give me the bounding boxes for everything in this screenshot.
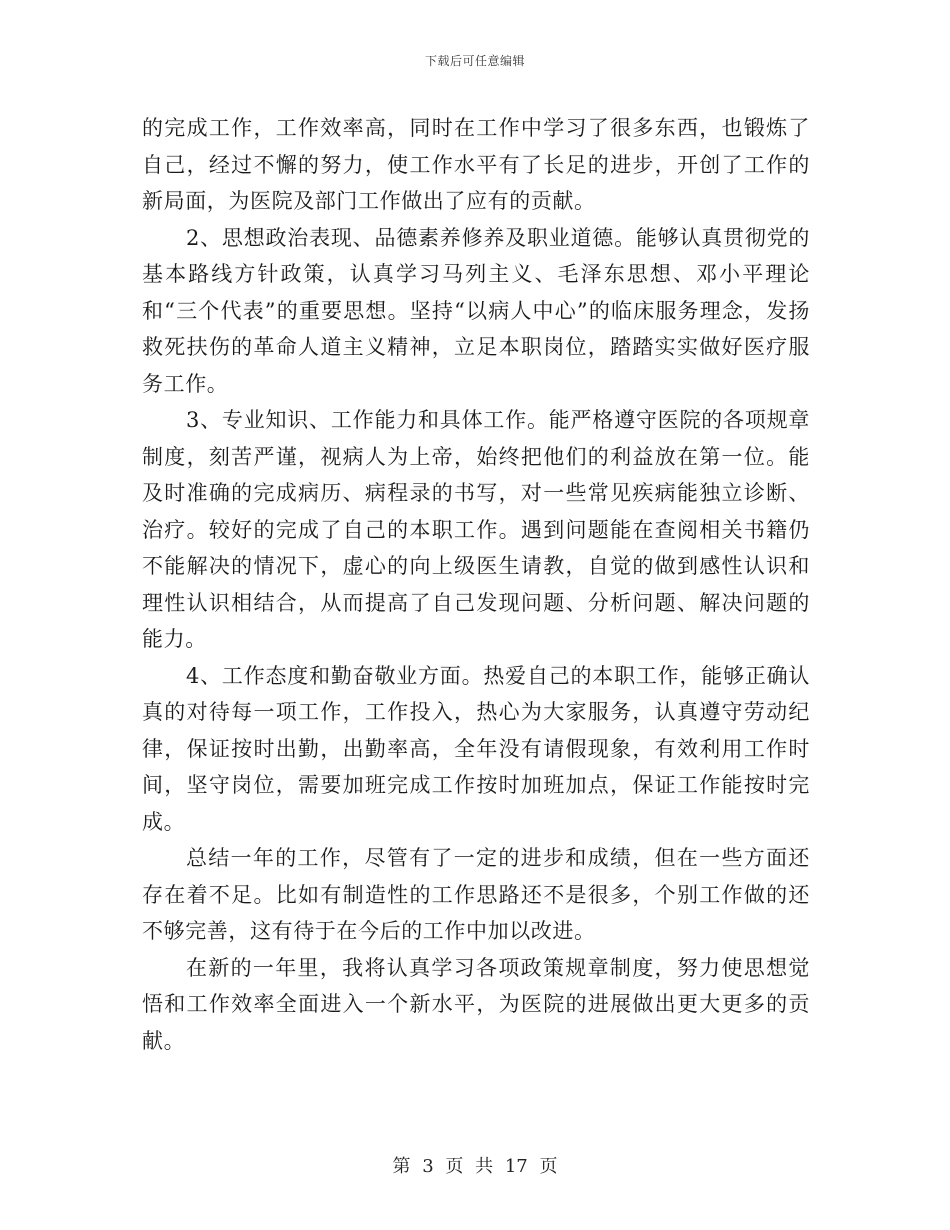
page-header: 下载后可任意编辑 xyxy=(424,54,525,68)
document-body xyxy=(142,110,810,1059)
paragraph-work-attitude: 4、工作态度和勤奋敬业方面。热爱自己的本职工作，能够正确认真的对待每一项工作，工作投入，热心为大家服务，认真遵守劳动纪律，保证按时出勤，出勤率高，全年没有请假现象，有效利用工作时间，坚守岗位，需要加班完成工作按时加班加点，保证工作能按时完成。 xyxy=(142,663,810,834)
paragraph-new-year-plan: 在新的一年里，我将认真学习各项政策规章制度，努力使思想觉悟和工作效率全面进入一个新水平，为医院的进展做出更大更多的贡献。 xyxy=(142,955,810,1053)
paragraph-continuation: 的完成工作，工作效率高，同时在工作中学习了很多东西，也锻炼了自己，经过不懈的努力，使工作水平有了长足的进步，开创了工作的新局面，为医院及部门工作做出了应有的贡献。 xyxy=(142,116,810,213)
paragraph-professional-ability: 3、专业知识、工作能力和具体工作。能严格遵守医院的各项规章制度，刻苦严谨，视病人为上帝，始终把他们的利益放在第一位。能及时准确的完成病历、病程录的书写，对一些常见疾病能独立诊断、治疗。较好的完成了自己的本职工作。遇到问题能在查阅相关书籍仍不能解决的情况下，虚心的向上级医生请教，自觉的做到感性认识和理性认识相结合，从而提高了自己发现问题、分析问题、解决问题的能力。 xyxy=(142,408,810,651)
paragraph-political-conduct: 2、思想政治表现、品德素养修养及职业道德。能够认真贯彻党的基本路线方针政策，认真学习马列主义、毛泽东思想、邓小平理论和“三个代表”的重要思想。坚持“以病人中心”的临床服务理念，发扬救死扶伤的革命人道主义精神，立足本职岗位，踏踏实实做好医疗服务工作。 xyxy=(142,225,810,396)
paragraph-summary: 总结一年的工作，尽管有了一定的进步和成绩，但在一些方面还存在着不足。比如有制造性的工作思路还不是很多，个别工作做的还不够完善，这有待于在今后的工作中加以改进。 xyxy=(142,846,810,943)
page-number-footer: 第 3 页 共 17 页 xyxy=(392,1156,558,1177)
